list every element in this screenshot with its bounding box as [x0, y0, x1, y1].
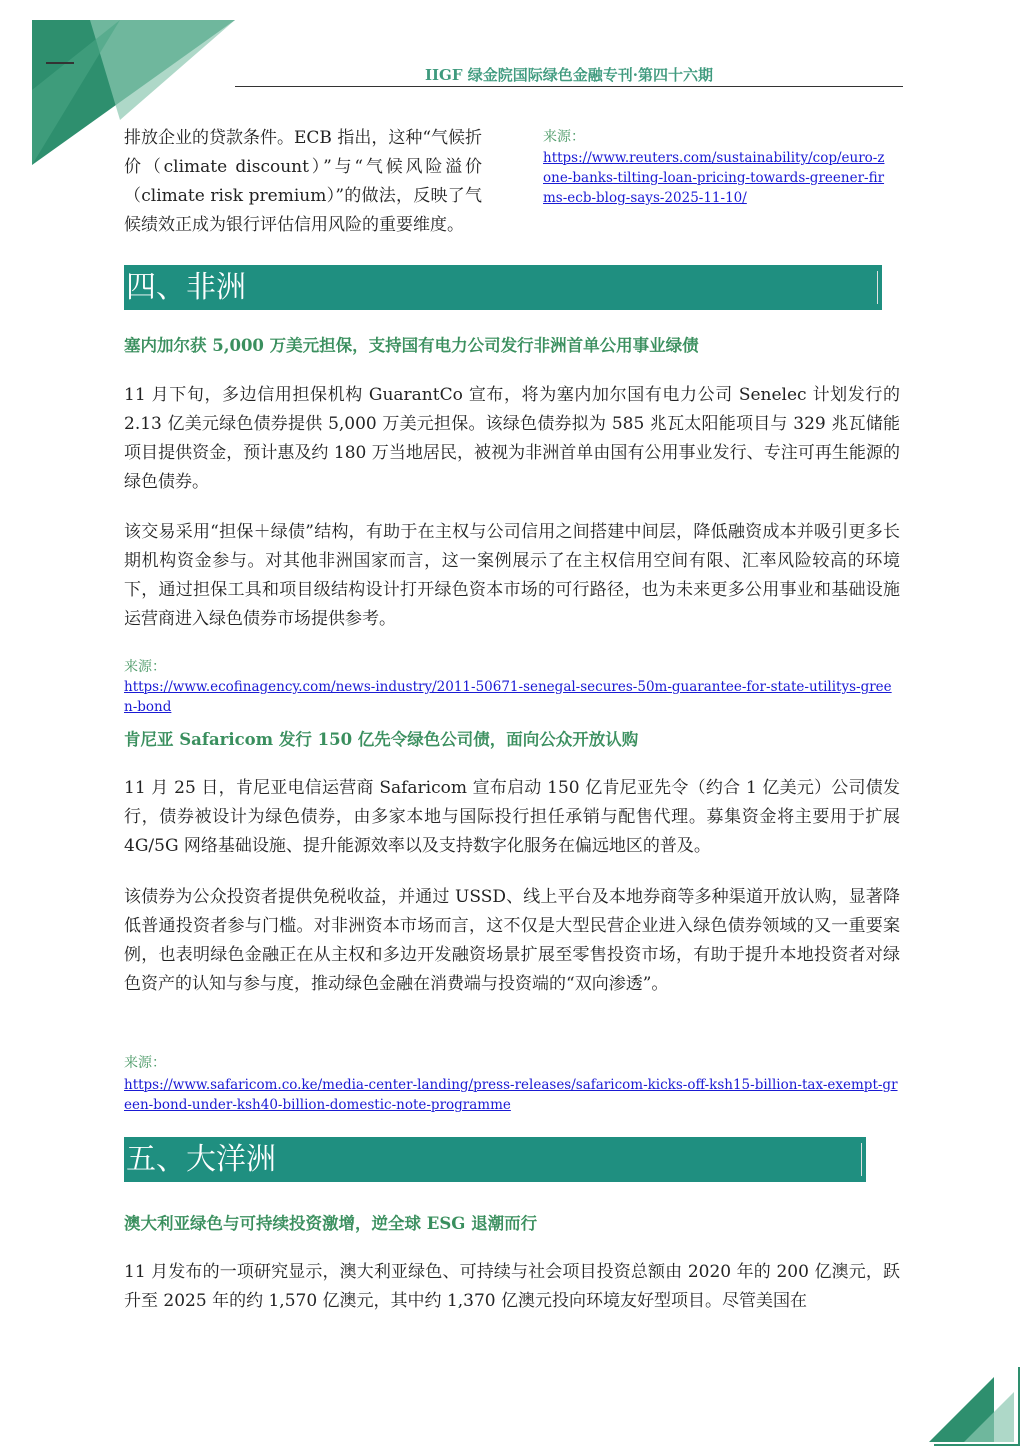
section-heading-africa-text: 四、非洲 [126, 270, 246, 305]
article-senegal-source-label: 来源： [124, 659, 166, 675]
article-safaricom-paragraph-1: 11 月 25 日，肯尼亚电信运营商 Safaricom 宣布启动 150 亿肯尼亚先令（约合 1 亿美元）公司债发行，债券被设计为绿色债券，由多家本地与国际投行担任承销与配售代理。募集资金将主要用于扩展 4G/5G 网络基础设施、提升能源效率以及支持数字化服务在偏远地区的普及。 [124, 778, 900, 856]
section-heading-oceania-text: 五、大洋洲 [126, 1142, 276, 1177]
header-dash [46, 62, 74, 64]
corner-decoration-bottom-right [924, 1357, 1024, 1447]
section-bar-edge [877, 271, 878, 304]
intro-source-link[interactable]: https://www.reuters.com/sustainability/cop/euro-zone-banks-tilting-loan-pricing-towards-greener-firms-ecb-blog-says-2025-11-10/ [543, 150, 885, 206]
article-senegal-paragraph-2: 该交易采用“担保＋绿债”结构，有助于在主权与公司信用之间搭建中间层，降低融资成本并吸引更多长期机构资金参与。对其他非洲国家而言，这一案例展示了在主权信用空间有限、汇率风险较高的环境下，通过担保工具和项目级结构设计打开绿色资本市场的可行路径，也为未来更多公用事业和基础设施运营商进入绿色债券市场提供参考。 [124, 522, 900, 629]
header-title: IIGF 绿金院国际绿色金融专刊·第四十六期 [425, 66, 713, 84]
article-safaricom-source-label: 来源： [124, 1055, 166, 1071]
header-rule [235, 86, 903, 87]
article-safaricom-paragraph-2: 该债券为公众投资者提供免税收益，并通过 USSD、线上平台及本地券商等多种渠道开放认购，显著降低普通投资者参与门槛。对非洲资本市场而言，这不仅是大型民营企业进入绿色债券领域的又一重要案例，也表明绿色金融正在从主权和多边开发融资场景扩展至零售投资市场，有助于提升本地投资者对绿色资产的认知与参与度，推动绿色金融在消费端与投资端的“双向渗透”。 [124, 887, 900, 994]
article-title-australia: 澳大利亚绿色与可持续投资激增，逆全球 ESG 退潮而行 [124, 1214, 538, 1233]
article-senegal-source-link[interactable]: https://www.ecofinagency.com/news-industry/2011-50671-senegal-secures-50m-guarantee-for-state-utilitys-green-bond [124, 679, 892, 715]
section-bar-edge [861, 1143, 862, 1176]
intro-paragraph: 排放企业的贷款条件。ECB 指出，这种“气候折价（climate discount）”与“气候风险溢价（climate risk premium）”的做法，反映了气候绩效正成为银行评估信用风险的重要维度。 [124, 128, 483, 235]
section-heading-africa [124, 265, 882, 310]
article-title-safaricom: 肯尼亚 Safaricom 发行 150 亿先令绿色公司债，面向公众开放认购 [124, 730, 639, 749]
article-senegal-paragraph-1: 11 月下旬，多边信用担保机构 GuarantCo 宣布，将为塞内加尔国有电力公司 Senelec 计划发行的 2.13 亿美元绿色债券提供 5,000 万美元担保。该绿色债券拟为 585 兆瓦太阳能项目与 329 兆瓦储能项目提供资金，预计惠及约 180 万当地居民，被视为非洲首单由国有公用事业发行、专注可再生能源的绿色债券。 [124, 385, 900, 492]
intro-source-label: 来源： [543, 129, 585, 145]
article-australia-paragraph-1: 11 月发布的一项研究显示，澳大利亚绿色、可持续与社会项目投资总额由 2020 年的 200 亿澳元，跃升至 2025 年的约 1,570 亿澳元，其中约 1,370 亿澳元投向环境友好型项目。尽管美国在 [124, 1262, 900, 1311]
article-title-senegal: 塞内加尔获 5,000 万美元担保，支持国有电力公司发行非洲首单公用事业绿债 [124, 336, 699, 355]
section-heading-oceania [124, 1137, 866, 1182]
article-safaricom-source-link[interactable]: https://www.safaricom.co.ke/media-center-landing/press-releases/safaricom-kicks-off-ksh15-billion-tax-exempt-green-bond-under-ksh40-billion-domestic-note-programme [124, 1077, 898, 1113]
